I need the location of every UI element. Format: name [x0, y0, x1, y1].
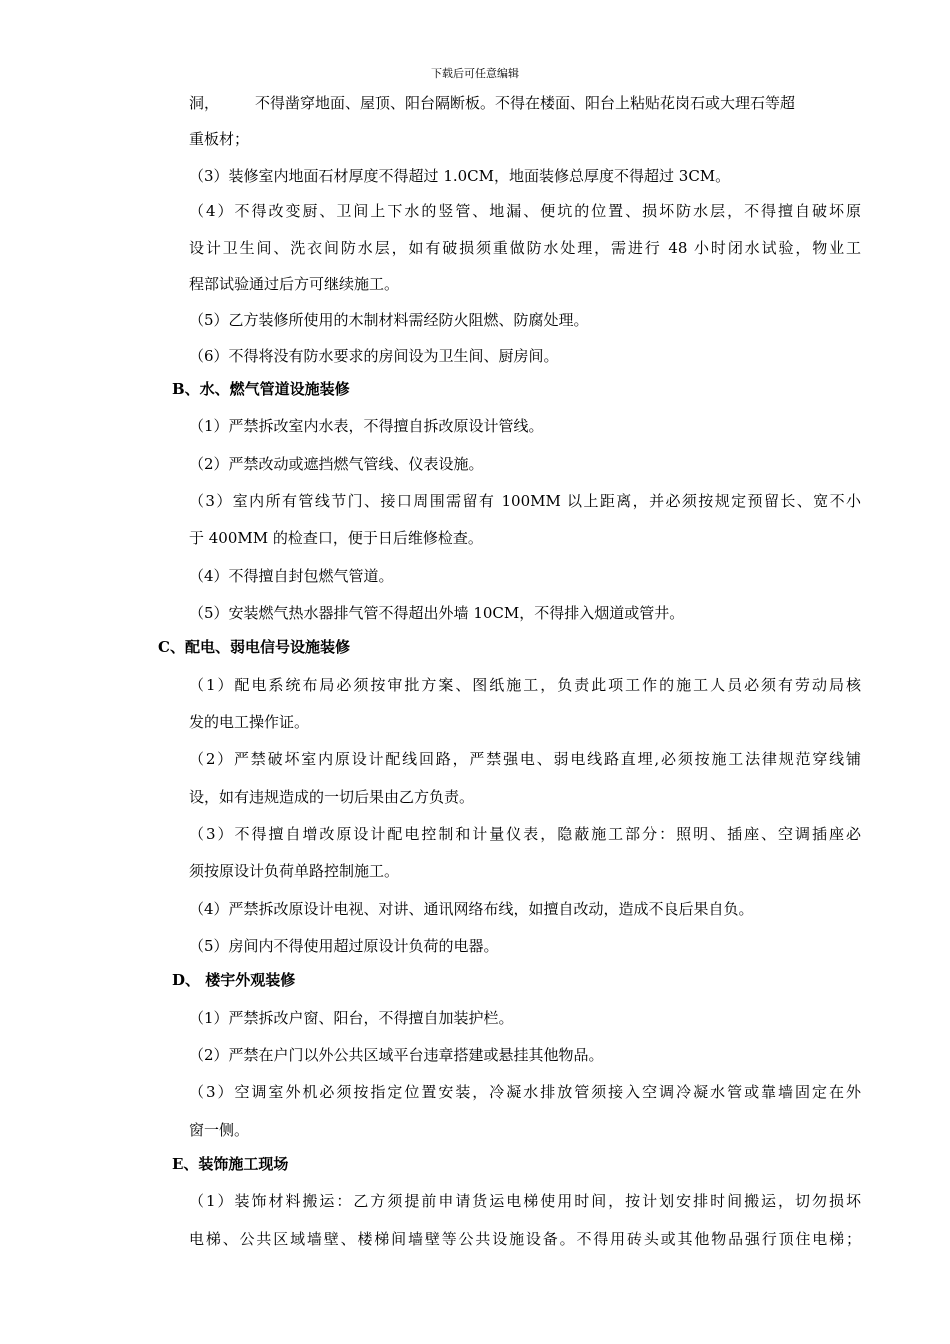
paragraph-line: （5）安装燃气热水器排气管不得超出外墙 10CM，不得排入烟道或管井。: [189, 604, 685, 622]
paragraph-line: （1）配电系统布局必须按审批方案、图纸施工，负责此项工作的施工人员必须有劳动局核: [189, 676, 861, 694]
paragraph-line: （6）不得将没有防水要求的房间设为卫生间、厨房间。: [189, 347, 559, 365]
paragraph-line: 窗一侧。: [189, 1121, 250, 1139]
paragraph-line: （5）房间内不得使用超过原设计负荷的电器。: [189, 937, 499, 955]
paragraph-line: （5）乙方装修所使用的木制材料需经防火阻燃、防腐处理。: [189, 311, 589, 329]
paragraph-line: （3）室内所有管线节门、接口周围需留有 100MM 以上距离，并必须按规定预留长、宽不小: [189, 492, 861, 510]
paragraph-line: 设，如有违规造成的一切后果由乙方负责。: [189, 788, 475, 806]
paragraph-line: （1）严禁拆改室内水表，不得擅自拆改原设计管线。: [189, 417, 544, 435]
paragraph-line: 重板材；: [189, 130, 250, 148]
paragraph-line: 发的电工操作证。: [189, 713, 310, 731]
section-heading-d: D、 楼宇外观装修: [172, 971, 296, 989]
section-heading-e: E、装饰施工现场: [172, 1155, 289, 1173]
paragraph-line: （2）严禁在户门以外公共区域平台违章搭建或悬挂其他物品。: [189, 1046, 604, 1064]
paragraph-line: （4）不得改变厨、卫间上下水的竖管、地漏、便坑的位置、损坏防水层，不得擅自破坏原: [189, 202, 861, 220]
paragraph-line: （3）不得擅自增改原设计配电控制和计量仪表，隐蔽施工部分：照明、插座、空调插座必: [189, 825, 861, 843]
paragraph-line: 程部试验通过后方可继续施工。: [189, 275, 400, 293]
section-heading-b: B、水、燃气管道设施装修: [172, 380, 350, 398]
paragraph-line: （3）空调室外机必须按指定位置安装，冷凝水排放管须接入空调冷凝水管或靠墙固定在外: [189, 1083, 861, 1101]
paragraph-line: 洞， 不得凿穿地面、屋顶、阳台隔断板。不得在楼面、阳台上粘贴花岗石或大理石等超: [189, 94, 796, 112]
paragraph-line: （1）严禁拆改户窗、阳台，不得擅自加装护栏。: [189, 1009, 514, 1027]
paragraph-line: （3）装修室内地面石材厚度不得超过 1.0CM，地面装修总厚度不得超过 3CM。: [189, 167, 731, 185]
paragraph-line: （1）装饰材料搬运：乙方须提前申请货运电梯使用时间，按计划安排时间搬运，切勿损坏: [189, 1192, 861, 1210]
section-heading-c: C、配电、弱电信号设施装修: [158, 638, 350, 656]
paragraph-line: （4）不得擅自封包燃气管道。: [189, 567, 394, 585]
paragraph-line: （4）严禁拆改原设计电视、对讲、通讯网络布线，如擅自改动，造成不良后果自负。: [189, 900, 754, 918]
paragraph-line: 于 400MM 的检查口，便于日后维修检查。: [189, 529, 483, 547]
paragraph-line: 设计卫生间、洗衣间防水层，如有破损须重做防水处理，需进行 48 小时闭水试验，物业工: [189, 239, 861, 257]
paragraph-line: （2）严禁破坏室内原设计配线回路，严禁强电、弱电线路直埋,必须按施工法律规范穿线铺: [189, 750, 861, 768]
header-watermark: 下载后可任意编辑: [431, 67, 519, 80]
paragraph-line: （2）严禁改动或遮挡燃气管线、仪表设施。: [189, 455, 484, 473]
paragraph-line: 电梯、公共区域墙壁、楼梯间墙壁等公共设施设备。不得用砖头或其他物品强行顶住电梯；: [189, 1230, 861, 1248]
paragraph-line: 须按原设计负荷单路控制施工。: [189, 862, 400, 880]
